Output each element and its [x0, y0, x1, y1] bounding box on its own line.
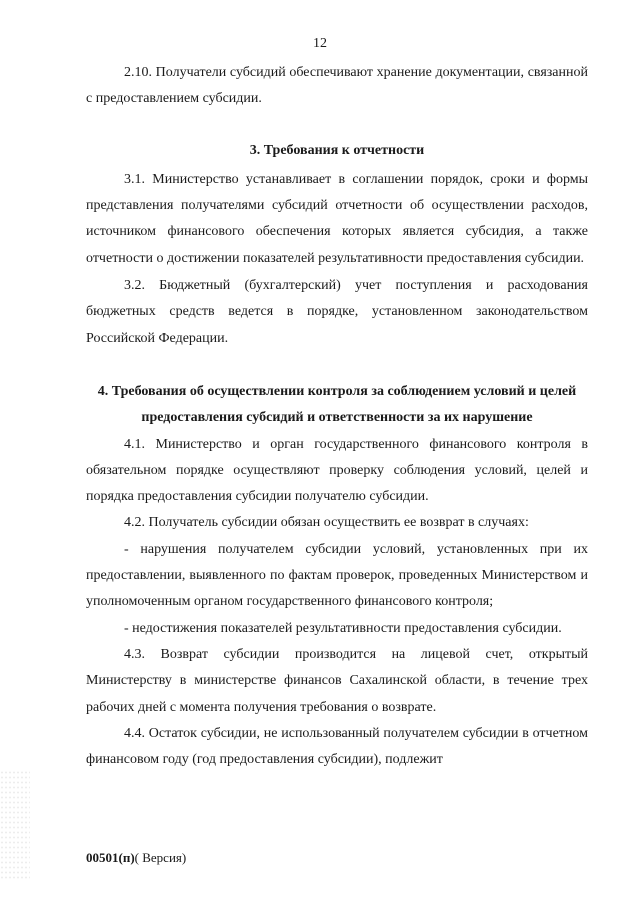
document-body — [86, 60, 588, 773]
paragraph-3-1: 3.1. Министерство устанавливает в соглашении порядок, сроки и формы представления получателями субсидий отчетности об осуществлении расходов, источником финансового обеспечения которых является субсидия, а также отчетности о достижении показателей результативности предоставления субсидии. — [86, 171, 588, 266]
paragraph-4-2: 4.2. Получатель субсидии обязан осуществить ее возврат в случаях: — [124, 515, 529, 531]
footer-document-code: 00501(п) — [86, 850, 135, 865]
section-4-heading: 4. Требования об осуществлении контроля за соблюдением условий и целей предоставления субсидий и ответственности за их нарушение — [97, 383, 577, 426]
paragraph-4-1: 4.1. Министерство и орган государственного финансового контроля в обязательном порядке осуществляют проверку соблюдения условий, целей и порядка предоставления субсидии получателю субсидии. — [86, 436, 588, 505]
paragraph-2-10: 2.10. Получатели субсидий обеспечивают хранение документации, связанной с предоставлением субсидии. — [86, 65, 588, 107]
section-3-heading: 3. Требования к отчетности — [249, 142, 425, 158]
bullet-violation: - нарушения получателем субсидии условий, установленных при их предоставлении, выявленного по фактам проверок, проведенных Министерством и уполномоченным органом государственного финансового контроля; — [86, 541, 588, 610]
paragraph-4-4: 4.4. Остаток субсидии, не использованный получателем субсидии в отчетном финансовом году (год предоставления субсидии), подлежит — [86, 725, 588, 768]
page-number: 12 — [313, 36, 327, 51]
footer — [86, 850, 186, 866]
footer-version: ( Версия) — [134, 850, 187, 865]
bullet-non-achievement: - недостижения показателей результативности предоставления субсидии. — [124, 620, 562, 636]
paragraph-3-2: 3.2. Бюджетный (бухгалтерский) учет поступления и расходования бюджетных средств ведется в порядке, установленном законодательством Российской Федерации. — [86, 278, 588, 346]
paragraph-4-3: 4.3. Возврат субсидии производится на лицевой счет, открытый Министерству в министерстве финансов Сахалинской области, в течение трех рабочих дней с момента получения требования о возврате. — [86, 646, 588, 715]
scan-speckle — [0, 770, 30, 880]
